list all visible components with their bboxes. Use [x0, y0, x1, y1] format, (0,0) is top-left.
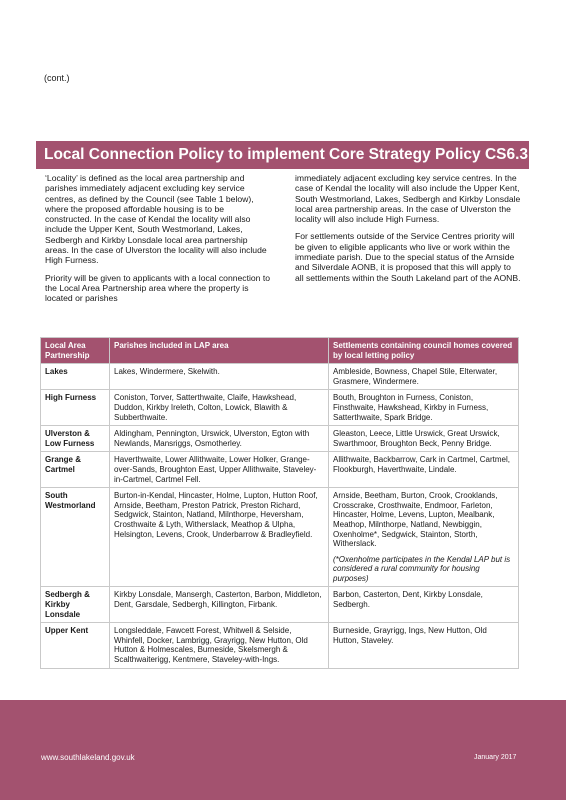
- table-row: [41, 364, 519, 390]
- settlements-cell: Bouth, Broughton in Furness, Coniston, Finsthwaite, Hawkshead, Kirkby in Furness, Satterthwaite, Spark Bridge.: [329, 390, 519, 426]
- area-cell: Sedbergh & Kirkby Lonsdale: [41, 587, 110, 623]
- table-row: [41, 426, 519, 452]
- area-cell: Lakes: [41, 364, 110, 390]
- parishes-cell: Haverthwaite, Lower Allithwaite, Lower Holker, Grange-over-Sands, Broughton East, Upper Allithwaite, Staveley-in-Cartmel, Cartmel Fell.: [110, 452, 329, 488]
- parishes-cell: Burton-in-Kendal, Hincaster, Holme, Lupton, Hutton Roof, Arnside, Beetham, Preston Patrick, Preston Richard, Sedgwick, Stainton, Natland, Milnthorpe, Heversham, Crosthwaite & Lyth, Witherslack, Meathop & Ulpha, Helsington, Levens, Crook, Underbarrow & Bradleyfield.: [110, 488, 329, 587]
- area-cell: South Westmorland: [41, 488, 110, 587]
- service-centres-paragraph: For settlements outside of the Service Centres priority will be given to eligible applicants who live or work within the immediate parish. Due to the special status of the Arnside and Silverdale AONB, it is proposed that this will apply to all settlements within the South Lakeland part of the AONB.: [295, 231, 521, 283]
- table-row: [41, 488, 519, 587]
- parishes-cell: Aldingham, Pennington, Urswick, Ulverston, Egton with Newlands, Mansriggs, Osmotherley.: [110, 426, 329, 452]
- area-cell: High Furness: [41, 390, 110, 426]
- settlements-cell: Gleaston, Leece, Little Urswick, Great Urswick, Swarthmoor, Broughton Beck, Penny Bridge.: [329, 426, 519, 452]
- settlements-cell: Allithwaite, Backbarrow, Cark in Cartmel, Cartmel, Flookburgh, Haverthwaite, Lindale.: [329, 452, 519, 488]
- settlements-cell: Ambleside, Bowness, Chapel Stile, Elterwater, Grasmere, Windermere.: [329, 364, 519, 390]
- settlements-text: Arnside, Beetham, Burton, Crook, Crooklands, Crosscrake, Crosthwaite, Endmoor, Farleton, Hincaster, Holme, Levens, Lupton, Mealbank, Meathop, Milnthorpe, Natland, Newbiggin, Oxenholme*, Sedgwick, Stainton, Storth, Witherslack.: [333, 491, 498, 549]
- oxenholme-note: (*Oxenholme participates in the Kendal LAP but is considered a rural community for housing purposes): [333, 554, 511, 583]
- table-header-row: [41, 338, 519, 364]
- page-footer: [0, 700, 566, 800]
- continued-label: (cont.): [44, 73, 70, 83]
- settlements-cell: Burneside, Grayrigg, Ings, New Hutton, Old Hutton, Staveley.: [329, 623, 519, 668]
- table-row: [41, 390, 519, 426]
- header-lap: Local Area Partnership: [41, 338, 110, 364]
- table-row: [41, 452, 519, 488]
- parishes-cell: Lakes, Windermere, Skelwith.: [110, 364, 329, 390]
- area-cell: Grange & Cartmel: [41, 452, 110, 488]
- area-cell: Ulverston & Low Furness: [41, 426, 110, 452]
- table-row: [41, 623, 519, 668]
- area-cell: Upper Kent: [41, 623, 110, 668]
- settlements-cell: [329, 488, 519, 587]
- locality-continued-paragraph: immediately adjacent excluding key service centres. In the case of Kendal the locality will also include the Upper Kent, South Westmorland, Lakes, Sedbergh and Kirkby Lonsdale local area partnership areas. In the case of Ulverston the locality will also include High Furness.: [295, 173, 521, 225]
- header-settlements: Settlements containing council homes covered by local letting policy: [329, 338, 519, 364]
- settlements-cell: Barbon, Casterton, Dent, Kirkby Lonsdale, Sedbergh.: [329, 587, 519, 623]
- footer-website-link[interactable]: www.southlakeland.gov.uk: [41, 753, 135, 762]
- parishes-cell: Longsleddale, Fawcett Forest, Whitwell & Selside, Whinfell, Docker, Lambrigg, Grayrigg, New Hutton, Old Hutton & Holmescales, Burneside, Skelsmergh & Scalthwaiterigg, Kentmere, Staveley-with-Ings.: [110, 623, 329, 668]
- parishes-cell: Coniston, Torver, Satterthwaite, Claife, Hawkshead, Duddon, Kirkby Ireleth, Colton, Lowick, Blawith & Subberthwaite.: [110, 390, 329, 426]
- right-text-column: [295, 173, 521, 290]
- footer-date: January 2017: [474, 754, 517, 761]
- table-row: [41, 587, 519, 623]
- header-parishes: Parishes included in LAP area: [110, 338, 329, 364]
- left-text-column: [45, 173, 271, 311]
- priority-paragraph: Priority will be given to applicants with a local connection to the Local Area Partnership area where the property is located or parishes: [45, 272, 270, 304]
- section-banner: [36, 141, 529, 169]
- locality-definition-paragraph: ‘Locality’ is defined as the local area partnership and parishes immediately adjacent excluding key service centres, as defined by the Council (see Table 1 below), where the proposed affordable housing is to be constructed. In the case of Kendal the locality will also include the Upper Kent, South Westmorland, Lakes, Sedbergh and Kirkby Lonsdale local area partnership areas. In the case of Ulverston the locality will also include High Furness.: [45, 173, 267, 266]
- section-title: Local Connection Policy to implement Core Strategy Policy CS6.3: [44, 146, 529, 163]
- parishes-cell: Kirkby Lonsdale, Mansergh, Casterton, Barbon, Middleton, Dent, Garsdale, Sedbergh, Killington, Firbank.: [110, 587, 329, 623]
- lap-table: [40, 337, 519, 669]
